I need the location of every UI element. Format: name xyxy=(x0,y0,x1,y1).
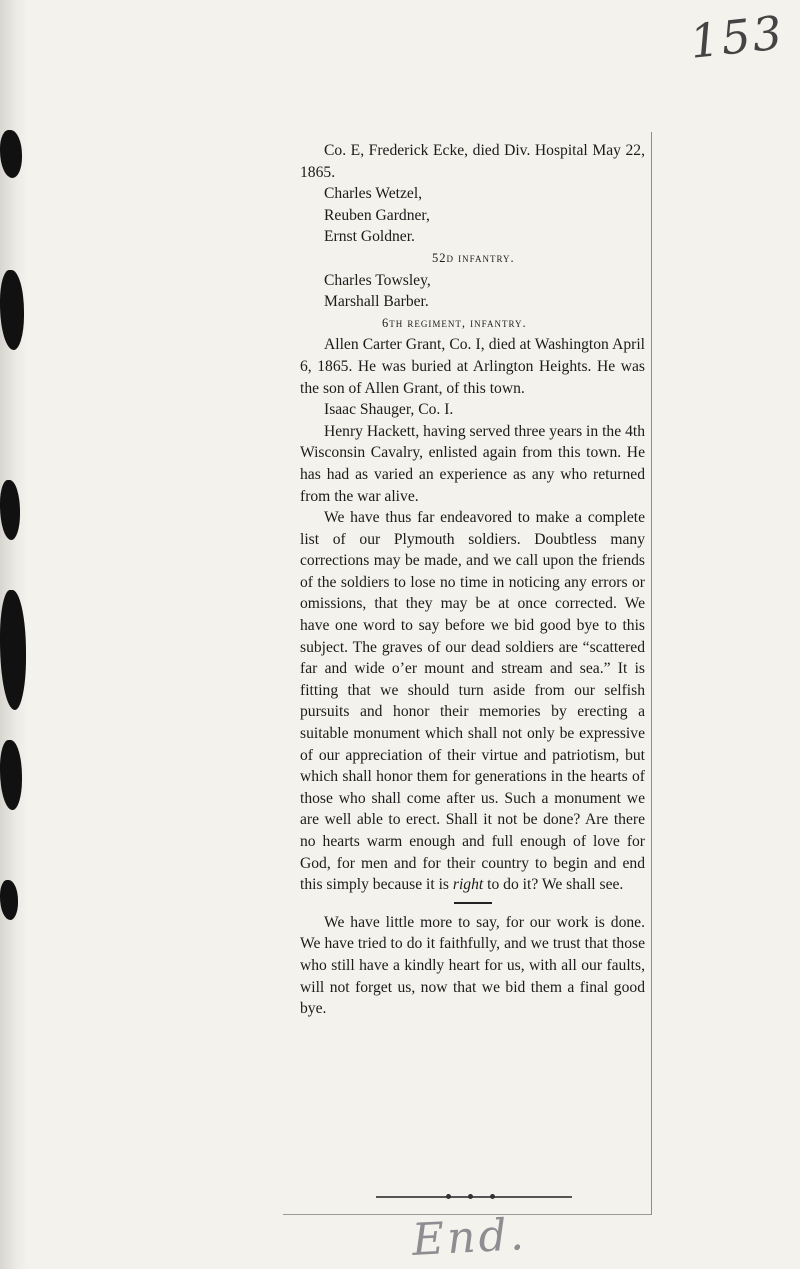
shauger-entry: Isaac Shauger, Co. I. xyxy=(324,401,454,419)
hackett-paragraph: Henry Hackett, having served three years in the 4th Wisconsin Cavalry, enlisted again from this town. He has had as varied an experience as any who returned from the war alive. xyxy=(300,422,645,505)
closing-emphasis: right xyxy=(452,876,484,894)
ink-blot xyxy=(0,480,20,540)
handwritten-end-note: End. xyxy=(410,1209,528,1266)
newspaper-column xyxy=(300,140,645,1020)
ink-blot xyxy=(0,270,24,350)
soldier-name: Marshall Barber. xyxy=(324,293,429,311)
soldier-name: Charles Towsley, xyxy=(324,271,431,289)
end-ornament-rule xyxy=(376,1196,572,1198)
closing-text-end: to do it? We shall see. xyxy=(487,876,624,894)
closing-text: We have thus far endeavored to make a complete list of our Plymouth soldiers. Doubtless many corrections may be made, and we call upon the friends of the soldiers to lose no time in noticing any errors or omissions, that they may be at once corrected. We have one word to say before we bid good bye to this subject. The graves of our dead soldiers are “scattered far and wide o’er mount and stream and sea.” It is fitting that we should turn aside from our selfish pursuits and honor their memories by erecting a suitable monument which shall not only be expressive of our appreciation of their virtue and patriotism, but which shall honor them for generations in the hearts of those who shall come after us. Such a monument we are well able to erect. Shall it not be done? Are there no hearts warm enough and full enough of love for God, for men and for their country to begin and end this simply because it is xyxy=(300,509,645,894)
ink-blot xyxy=(0,880,18,920)
ink-blot xyxy=(0,130,22,178)
grant-paragraph: Allen Carter Grant, Co. I, died at Washington April 6, 1865. He was buried at Arlington Heights. He was the son of Allen Grant, of this town. xyxy=(300,336,645,397)
end-ornament-dot xyxy=(468,1194,473,1199)
section-heading-52d-infantry: 52d infantry. xyxy=(432,250,515,265)
section-heading-6th-regiment: 6th regiment, infantry. xyxy=(382,315,527,330)
closing-paragraph xyxy=(300,507,645,896)
end-ornament-dot xyxy=(446,1194,451,1199)
soldier-name: Ernst Goldner. xyxy=(324,228,415,246)
ink-blot xyxy=(0,590,26,710)
co-e-entry: Co. E, Frederick Ecke, died Div. Hospital May 22, 1865. xyxy=(300,142,645,181)
page-number: 153 xyxy=(687,5,787,69)
final-paragraph: We have little more to say, for our work is done. We have tried to do it faithfully, and we trust that those who still have a kindly heart for us, with all our faults, will not forget us, now that we bid them a final good bye. xyxy=(300,913,645,1018)
section-divider xyxy=(454,902,492,904)
end-ornament-dot xyxy=(490,1194,495,1199)
ink-blot xyxy=(0,740,22,810)
soldier-name: Reuben Gardner, xyxy=(324,206,430,224)
soldier-name: Charles Wetzel, xyxy=(324,185,423,203)
